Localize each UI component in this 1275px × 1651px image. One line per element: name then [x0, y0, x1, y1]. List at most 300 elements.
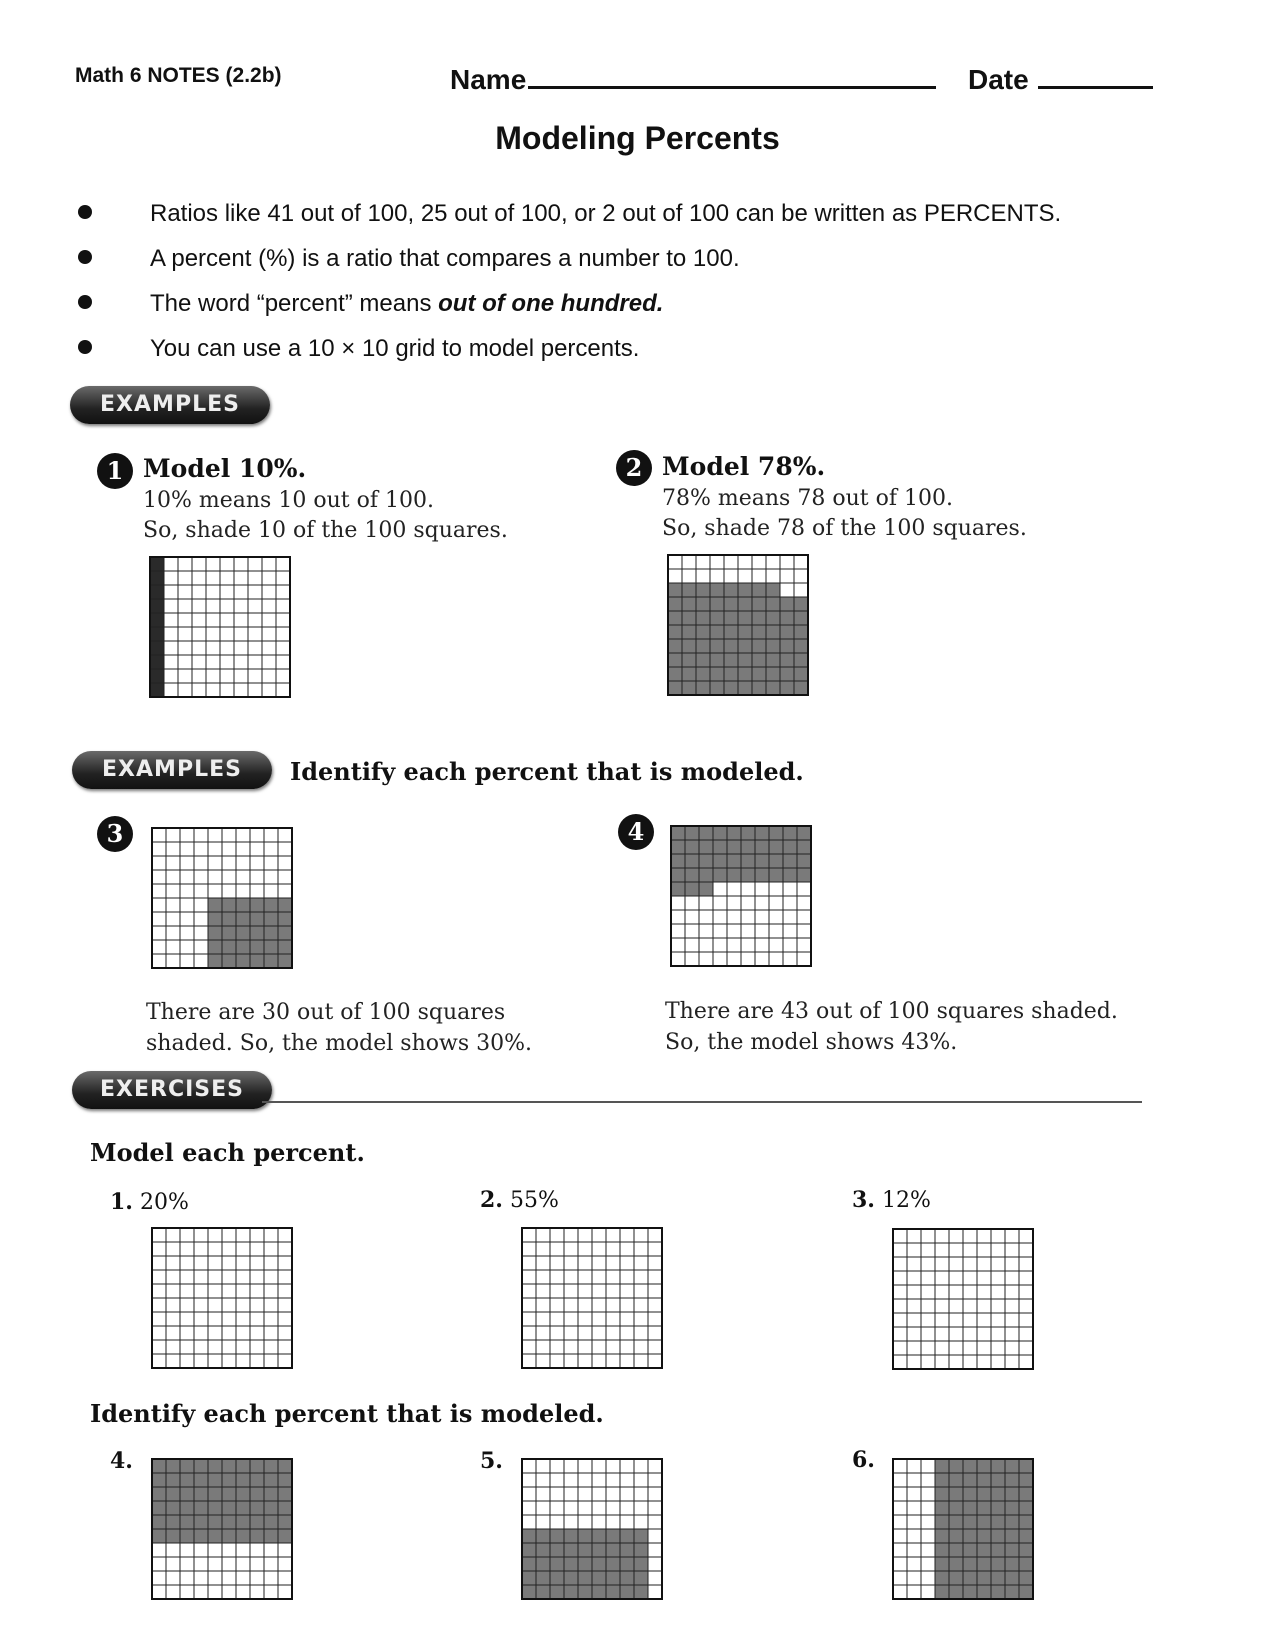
grid-cell[interactable]: [634, 1340, 648, 1354]
grid-cell[interactable]: [208, 1354, 222, 1368]
grid-cell[interactable]: [264, 1340, 278, 1354]
grid-cell[interactable]: [606, 1340, 620, 1354]
grid-cell[interactable]: [180, 1256, 194, 1270]
grid-cell[interactable]: [166, 1326, 180, 1340]
grid-cell[interactable]: [180, 1298, 194, 1312]
grid-cell[interactable]: [1019, 1229, 1033, 1243]
grid-cell[interactable]: [278, 1256, 292, 1270]
grid-cell[interactable]: [977, 1285, 991, 1299]
blank-percent-grid[interactable]: [891, 1227, 1035, 1371]
grid-cell[interactable]: [578, 1270, 592, 1284]
grid-cell[interactable]: [949, 1327, 963, 1341]
grid-cell[interactable]: [264, 1228, 278, 1242]
grid-cell[interactable]: [180, 1326, 194, 1340]
grid-cell[interactable]: [222, 1326, 236, 1340]
grid-cell[interactable]: [606, 1312, 620, 1326]
grid-cell[interactable]: [620, 1228, 634, 1242]
grid-cell[interactable]: [522, 1354, 536, 1368]
grid-cell[interactable]: [166, 1354, 180, 1368]
grid-cell[interactable]: [550, 1340, 564, 1354]
grid-cell[interactable]: [949, 1271, 963, 1285]
grid-cell[interactable]: [152, 1354, 166, 1368]
grid-cell[interactable]: [648, 1242, 662, 1256]
grid-cell[interactable]: [166, 1256, 180, 1270]
grid-cell[interactable]: [648, 1354, 662, 1368]
grid-cell[interactable]: [578, 1312, 592, 1326]
grid-cell[interactable]: [921, 1355, 935, 1369]
grid-cell[interactable]: [180, 1228, 194, 1242]
grid-cell[interactable]: [208, 1326, 222, 1340]
grid-cell[interactable]: [620, 1298, 634, 1312]
grid-cell[interactable]: [963, 1299, 977, 1313]
grid-cell[interactable]: [536, 1340, 550, 1354]
grid-cell[interactable]: [592, 1312, 606, 1326]
grid-cell[interactable]: [522, 1326, 536, 1340]
grid-cell[interactable]: [634, 1270, 648, 1284]
grid-cell[interactable]: [963, 1341, 977, 1355]
grid-cell[interactable]: [564, 1256, 578, 1270]
grid-cell[interactable]: [236, 1354, 250, 1368]
grid-cell[interactable]: [963, 1229, 977, 1243]
grid-cell[interactable]: [180, 1340, 194, 1354]
grid-cell[interactable]: [907, 1229, 921, 1243]
grid-cell[interactable]: [550, 1242, 564, 1256]
grid-cell[interactable]: [152, 1284, 166, 1298]
grid-cell[interactable]: [893, 1313, 907, 1327]
grid-cell[interactable]: [222, 1284, 236, 1298]
grid-cell[interactable]: [236, 1284, 250, 1298]
grid-cell[interactable]: [208, 1298, 222, 1312]
grid-cell[interactable]: [893, 1257, 907, 1271]
grid-cell[interactable]: [194, 1340, 208, 1354]
grid-cell[interactable]: [921, 1229, 935, 1243]
grid-cell[interactable]: [194, 1354, 208, 1368]
grid-cell[interactable]: [222, 1340, 236, 1354]
grid-cell[interactable]: [991, 1229, 1005, 1243]
grid-cell[interactable]: [634, 1228, 648, 1242]
blank-percent-grid[interactable]: [150, 1226, 294, 1370]
grid-cell[interactable]: [536, 1242, 550, 1256]
grid-cell[interactable]: [1019, 1313, 1033, 1327]
grid-cell[interactable]: [620, 1340, 634, 1354]
grid-cell[interactable]: [921, 1243, 935, 1257]
grid-cell[interactable]: [1005, 1299, 1019, 1313]
grid-cell[interactable]: [634, 1354, 648, 1368]
grid-cell[interactable]: [977, 1355, 991, 1369]
grid-cell[interactable]: [522, 1340, 536, 1354]
grid-cell[interactable]: [907, 1341, 921, 1355]
grid-cell[interactable]: [893, 1327, 907, 1341]
grid-cell[interactable]: [222, 1312, 236, 1326]
grid-cell[interactable]: [250, 1340, 264, 1354]
grid-cell[interactable]: [907, 1355, 921, 1369]
grid-cell[interactable]: [935, 1313, 949, 1327]
grid-cell[interactable]: [194, 1298, 208, 1312]
grid-cell[interactable]: [606, 1270, 620, 1284]
grid-cell[interactable]: [152, 1340, 166, 1354]
grid-cell[interactable]: [578, 1340, 592, 1354]
grid-cell[interactable]: [264, 1298, 278, 1312]
grid-cell[interactable]: [236, 1270, 250, 1284]
grid-cell[interactable]: [578, 1256, 592, 1270]
grid-cell[interactable]: [522, 1228, 536, 1242]
grid-cell[interactable]: [949, 1285, 963, 1299]
grid-cell[interactable]: [536, 1284, 550, 1298]
grid-cell[interactable]: [152, 1228, 166, 1242]
grid-cell[interactable]: [935, 1299, 949, 1313]
grid-cell[interactable]: [634, 1284, 648, 1298]
grid-cell[interactable]: [522, 1242, 536, 1256]
grid-cell[interactable]: [949, 1229, 963, 1243]
grid-cell[interactable]: [208, 1340, 222, 1354]
grid-cell[interactable]: [592, 1340, 606, 1354]
grid-cell[interactable]: [278, 1312, 292, 1326]
grid-cell[interactable]: [278, 1270, 292, 1284]
grid-cell[interactable]: [648, 1256, 662, 1270]
grid-cell[interactable]: [921, 1257, 935, 1271]
grid-cell[interactable]: [152, 1312, 166, 1326]
grid-cell[interactable]: [935, 1229, 949, 1243]
grid-cell[interactable]: [522, 1256, 536, 1270]
grid-cell[interactable]: [278, 1326, 292, 1340]
grid-cell[interactable]: [991, 1299, 1005, 1313]
grid-cell[interactable]: [963, 1285, 977, 1299]
grid-cell[interactable]: [893, 1355, 907, 1369]
grid-cell[interactable]: [250, 1354, 264, 1368]
grid-cell[interactable]: [648, 1270, 662, 1284]
name-field[interactable]: [450, 58, 936, 96]
grid-cell[interactable]: [278, 1228, 292, 1242]
grid-cell[interactable]: [977, 1229, 991, 1243]
grid-cell[interactable]: [921, 1313, 935, 1327]
grid-cell[interactable]: [522, 1298, 536, 1312]
grid-cell[interactable]: [166, 1340, 180, 1354]
grid-cell[interactable]: [236, 1326, 250, 1340]
grid-cell[interactable]: [592, 1270, 606, 1284]
grid-cell[interactable]: [592, 1326, 606, 1340]
grid-cell[interactable]: [180, 1354, 194, 1368]
grid-cell[interactable]: [648, 1312, 662, 1326]
grid-cell[interactable]: [564, 1242, 578, 1256]
grid-cell[interactable]: [550, 1228, 564, 1242]
grid-cell[interactable]: [194, 1228, 208, 1242]
grid-cell[interactable]: [236, 1312, 250, 1326]
grid-cell[interactable]: [180, 1284, 194, 1298]
grid-cell[interactable]: [278, 1242, 292, 1256]
grid-cell[interactable]: [152, 1298, 166, 1312]
grid-cell[interactable]: [634, 1242, 648, 1256]
grid-cell[interactable]: [208, 1242, 222, 1256]
grid-cell[interactable]: [648, 1228, 662, 1242]
grid-cell[interactable]: [166, 1228, 180, 1242]
grid-cell[interactable]: [620, 1354, 634, 1368]
grid-cell[interactable]: [949, 1355, 963, 1369]
grid-cell[interactable]: [592, 1354, 606, 1368]
grid-cell[interactable]: [921, 1271, 935, 1285]
grid-cell[interactable]: [1019, 1299, 1033, 1313]
grid-cell[interactable]: [550, 1284, 564, 1298]
grid-cell[interactable]: [1005, 1229, 1019, 1243]
grid-cell[interactable]: [180, 1242, 194, 1256]
grid-cell[interactable]: [935, 1257, 949, 1271]
grid-cell[interactable]: [564, 1340, 578, 1354]
grid-cell[interactable]: [578, 1228, 592, 1242]
grid-cell[interactable]: [949, 1341, 963, 1355]
grid-cell[interactable]: [208, 1284, 222, 1298]
grid-cell[interactable]: [166, 1270, 180, 1284]
grid-cell[interactable]: [977, 1313, 991, 1327]
grid-cell[interactable]: [935, 1341, 949, 1355]
grid-cell[interactable]: [264, 1326, 278, 1340]
grid-cell[interactable]: [606, 1284, 620, 1298]
grid-cell[interactable]: [222, 1242, 236, 1256]
grid-cell[interactable]: [1005, 1355, 1019, 1369]
grid-cell[interactable]: [620, 1270, 634, 1284]
grid-cell[interactable]: [963, 1327, 977, 1341]
grid-cell[interactable]: [250, 1312, 264, 1326]
grid-cell[interactable]: [236, 1340, 250, 1354]
grid-cell[interactable]: [522, 1284, 536, 1298]
grid-cell[interactable]: [1019, 1355, 1033, 1369]
grid-cell[interactable]: [278, 1340, 292, 1354]
grid-cell[interactable]: [991, 1327, 1005, 1341]
grid-cell[interactable]: [907, 1327, 921, 1341]
grid-cell[interactable]: [620, 1284, 634, 1298]
grid-cell[interactable]: [250, 1242, 264, 1256]
grid-cell[interactable]: [578, 1298, 592, 1312]
grid-cell[interactable]: [606, 1298, 620, 1312]
grid-cell[interactable]: [250, 1256, 264, 1270]
grid-cell[interactable]: [592, 1284, 606, 1298]
grid-cell[interactable]: [578, 1326, 592, 1340]
grid-cell[interactable]: [564, 1326, 578, 1340]
date-field[interactable]: [968, 58, 1153, 96]
grid-cell[interactable]: [634, 1312, 648, 1326]
name-blank[interactable]: [528, 58, 936, 89]
grid-cell[interactable]: [264, 1270, 278, 1284]
grid-cell[interactable]: [921, 1341, 935, 1355]
grid-cell[interactable]: [536, 1228, 550, 1242]
grid-cell[interactable]: [1005, 1271, 1019, 1285]
grid-cell[interactable]: [893, 1229, 907, 1243]
grid-cell[interactable]: [250, 1270, 264, 1284]
grid-cell[interactable]: [152, 1256, 166, 1270]
grid-cell[interactable]: [208, 1256, 222, 1270]
grid-cell[interactable]: [921, 1285, 935, 1299]
grid-cell[interactable]: [536, 1298, 550, 1312]
grid-cell[interactable]: [1005, 1243, 1019, 1257]
grid-cell[interactable]: [991, 1243, 1005, 1257]
grid-cell[interactable]: [648, 1340, 662, 1354]
grid-cell[interactable]: [536, 1354, 550, 1368]
grid-cell[interactable]: [977, 1243, 991, 1257]
grid-cell[interactable]: [522, 1312, 536, 1326]
grid-cell[interactable]: [564, 1298, 578, 1312]
grid-cell[interactable]: [963, 1271, 977, 1285]
grid-cell[interactable]: [194, 1312, 208, 1326]
grid-cell[interactable]: [907, 1271, 921, 1285]
grid-cell[interactable]: [893, 1271, 907, 1285]
grid-cell[interactable]: [606, 1228, 620, 1242]
grid-cell[interactable]: [222, 1354, 236, 1368]
grid-cell[interactable]: [1019, 1257, 1033, 1271]
grid-cell[interactable]: [152, 1326, 166, 1340]
grid-cell[interactable]: [648, 1284, 662, 1298]
grid-cell[interactable]: [935, 1243, 949, 1257]
grid-cell[interactable]: [991, 1285, 1005, 1299]
grid-cell[interactable]: [208, 1228, 222, 1242]
grid-cell[interactable]: [977, 1271, 991, 1285]
grid-cell[interactable]: [907, 1285, 921, 1299]
grid-cell[interactable]: [536, 1256, 550, 1270]
grid-cell[interactable]: [620, 1256, 634, 1270]
grid-cell[interactable]: [935, 1271, 949, 1285]
grid-cell[interactable]: [250, 1228, 264, 1242]
grid-cell[interactable]: [278, 1298, 292, 1312]
grid-cell[interactable]: [963, 1313, 977, 1327]
grid-cell[interactable]: [1005, 1327, 1019, 1341]
grid-cell[interactable]: [893, 1341, 907, 1355]
grid-cell[interactable]: [564, 1354, 578, 1368]
grid-cell[interactable]: [907, 1257, 921, 1271]
grid-cell[interactable]: [620, 1326, 634, 1340]
grid-cell[interactable]: [1005, 1341, 1019, 1355]
grid-cell[interactable]: [648, 1298, 662, 1312]
grid-cell[interactable]: [935, 1285, 949, 1299]
grid-cell[interactable]: [578, 1284, 592, 1298]
grid-cell[interactable]: [1019, 1341, 1033, 1355]
grid-cell[interactable]: [166, 1242, 180, 1256]
grid-cell[interactable]: [550, 1354, 564, 1368]
grid-cell[interactable]: [977, 1327, 991, 1341]
grid-cell[interactable]: [935, 1355, 949, 1369]
grid-cell[interactable]: [991, 1341, 1005, 1355]
grid-cell[interactable]: [550, 1270, 564, 1284]
grid-cell[interactable]: [194, 1242, 208, 1256]
grid-cell[interactable]: [152, 1270, 166, 1284]
grid-cell[interactable]: [222, 1298, 236, 1312]
grid-cell[interactable]: [564, 1270, 578, 1284]
grid-cell[interactable]: [578, 1354, 592, 1368]
grid-cell[interactable]: [264, 1284, 278, 1298]
grid-cell[interactable]: [963, 1355, 977, 1369]
grid-cell[interactable]: [620, 1312, 634, 1326]
grid-cell[interactable]: [578, 1242, 592, 1256]
grid-cell[interactable]: [236, 1298, 250, 1312]
grid-cell[interactable]: [194, 1270, 208, 1284]
grid-cell[interactable]: [977, 1299, 991, 1313]
grid-cell[interactable]: [1005, 1285, 1019, 1299]
grid-cell[interactable]: [949, 1243, 963, 1257]
grid-cell[interactable]: [250, 1326, 264, 1340]
grid-cell[interactable]: [935, 1327, 949, 1341]
grid-cell[interactable]: [606, 1354, 620, 1368]
grid-cell[interactable]: [564, 1284, 578, 1298]
grid-cell[interactable]: [1019, 1327, 1033, 1341]
grid-cell[interactable]: [550, 1256, 564, 1270]
grid-cell[interactable]: [550, 1312, 564, 1326]
grid-cell[interactable]: [536, 1312, 550, 1326]
grid-cell[interactable]: [222, 1256, 236, 1270]
grid-cell[interactable]: [166, 1312, 180, 1326]
grid-cell[interactable]: [166, 1284, 180, 1298]
grid-cell[interactable]: [208, 1270, 222, 1284]
grid-cell[interactable]: [550, 1326, 564, 1340]
grid-cell[interactable]: [634, 1256, 648, 1270]
grid-cell[interactable]: [550, 1298, 564, 1312]
grid-cell[interactable]: [606, 1326, 620, 1340]
grid-cell[interactable]: [907, 1299, 921, 1313]
grid-cell[interactable]: [963, 1257, 977, 1271]
grid-cell[interactable]: [949, 1257, 963, 1271]
grid-cell[interactable]: [893, 1285, 907, 1299]
grid-cell[interactable]: [236, 1228, 250, 1242]
grid-cell[interactable]: [1019, 1243, 1033, 1257]
grid-cell[interactable]: [634, 1326, 648, 1340]
grid-cell[interactable]: [264, 1242, 278, 1256]
grid-cell[interactable]: [152, 1242, 166, 1256]
grid-cell[interactable]: [949, 1299, 963, 1313]
grid-cell[interactable]: [963, 1243, 977, 1257]
grid-cell[interactable]: [991, 1271, 1005, 1285]
grid-cell[interactable]: [180, 1270, 194, 1284]
grid-cell[interactable]: [592, 1242, 606, 1256]
grid-cell[interactable]: [949, 1313, 963, 1327]
grid-cell[interactable]: [1019, 1271, 1033, 1285]
grid-cell[interactable]: [648, 1326, 662, 1340]
grid-cell[interactable]: [222, 1228, 236, 1242]
grid-cell[interactable]: [250, 1284, 264, 1298]
date-blank[interactable]: [1038, 58, 1153, 89]
grid-cell[interactable]: [264, 1354, 278, 1368]
grid-cell[interactable]: [1019, 1285, 1033, 1299]
grid-cell[interactable]: [194, 1256, 208, 1270]
grid-cell[interactable]: [180, 1312, 194, 1326]
grid-cell[interactable]: [194, 1326, 208, 1340]
grid-cell[interactable]: [921, 1327, 935, 1341]
grid-cell[interactable]: [991, 1355, 1005, 1369]
grid-cell[interactable]: [236, 1256, 250, 1270]
grid-cell[interactable]: [606, 1242, 620, 1256]
grid-cell[interactable]: [620, 1242, 634, 1256]
grid-cell[interactable]: [893, 1243, 907, 1257]
grid-cell[interactable]: [893, 1299, 907, 1313]
grid-cell[interactable]: [977, 1257, 991, 1271]
grid-cell[interactable]: [522, 1270, 536, 1284]
grid-cell[interactable]: [264, 1312, 278, 1326]
grid-cell[interactable]: [592, 1228, 606, 1242]
grid-cell[interactable]: [536, 1326, 550, 1340]
grid-cell[interactable]: [536, 1270, 550, 1284]
grid-cell[interactable]: [166, 1298, 180, 1312]
grid-cell[interactable]: [991, 1313, 1005, 1327]
grid-cell[interactable]: [991, 1257, 1005, 1271]
grid-cell[interactable]: [250, 1298, 264, 1312]
blank-percent-grid[interactable]: [520, 1226, 664, 1370]
grid-cell[interactable]: [564, 1228, 578, 1242]
grid-cell[interactable]: [264, 1256, 278, 1270]
grid-cell[interactable]: [208, 1312, 222, 1326]
grid-cell[interactable]: [194, 1284, 208, 1298]
grid-cell[interactable]: [592, 1298, 606, 1312]
grid-cell[interactable]: [278, 1354, 292, 1368]
grid-cell[interactable]: [907, 1313, 921, 1327]
grid-cell[interactable]: [634, 1298, 648, 1312]
grid-cell[interactable]: [606, 1256, 620, 1270]
grid-cell[interactable]: [977, 1341, 991, 1355]
grid-cell[interactable]: [278, 1284, 292, 1298]
grid-cell[interactable]: [564, 1312, 578, 1326]
